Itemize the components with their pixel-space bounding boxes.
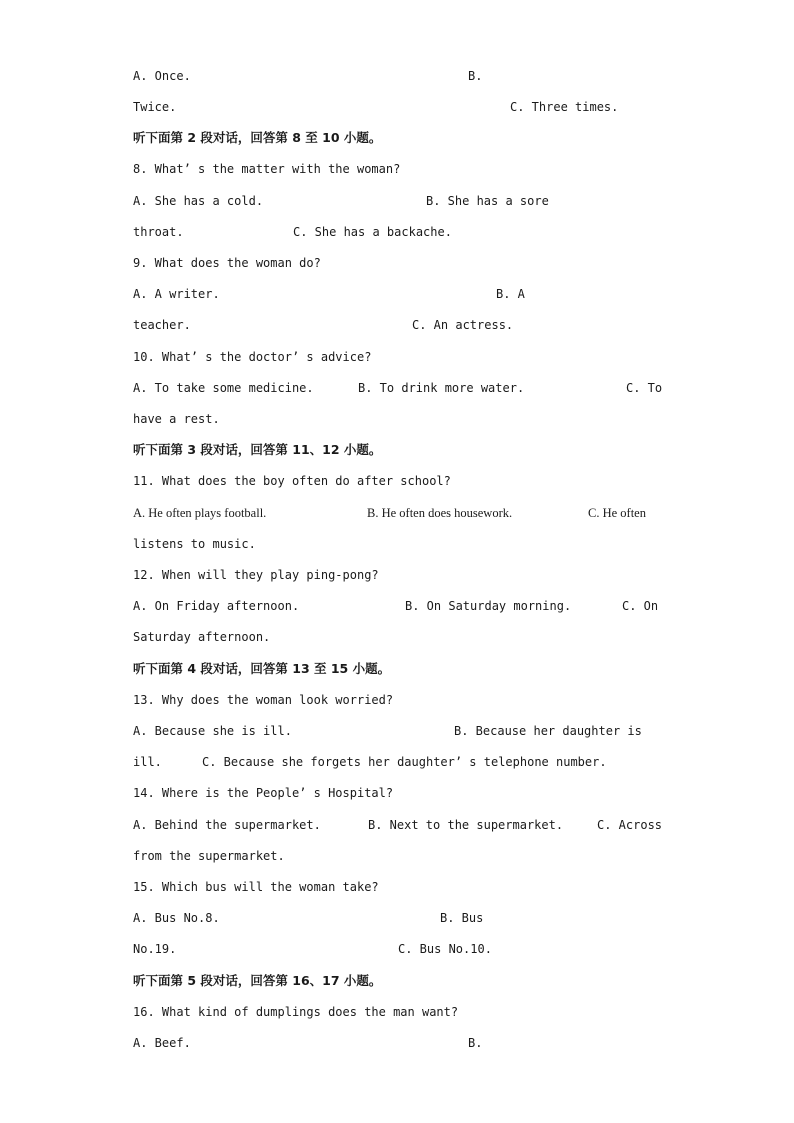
q12-option-c-cont: Saturday afternoon. bbox=[133, 630, 271, 644]
q11-question bbox=[133, 471, 673, 491]
q15-option-c: C. Bus No.10. bbox=[398, 942, 492, 956]
q13-option-a: A. Because she is ill. bbox=[133, 724, 292, 738]
q12-question bbox=[133, 565, 673, 585]
q7-options-line-1 bbox=[133, 66, 673, 86]
q14-question bbox=[133, 783, 673, 803]
q10-question bbox=[133, 347, 673, 367]
q8-option-a: A. She has a cold. bbox=[133, 194, 264, 208]
q10-option-b: B. To drink more water. bbox=[358, 381, 525, 395]
q9-option-c: C. An actress. bbox=[412, 318, 514, 332]
q14-options-line-2 bbox=[133, 846, 673, 866]
q12-option-b: B. On Saturday morning. bbox=[405, 599, 572, 613]
q13-question bbox=[133, 690, 673, 710]
q8-option-b: B. She has a sore bbox=[426, 194, 549, 208]
q14-options-line-1 bbox=[133, 815, 673, 835]
q12-options-line-1 bbox=[133, 596, 673, 616]
q15-options-line-2 bbox=[133, 939, 673, 959]
q11-question-text: 11. What does the boy often do after school? bbox=[133, 474, 451, 488]
q9-option-a: A. A writer. bbox=[133, 287, 220, 301]
section-2-heading: 听下面第 2 段对话，回答第 8 至 10 小题。 bbox=[133, 130, 382, 145]
q16-question-text: 16. What kind of dumplings does the man want? bbox=[133, 1005, 459, 1019]
q15-option-b-cont: No.19. bbox=[133, 942, 177, 956]
q10-option-c: C. To bbox=[626, 381, 663, 395]
q15-option-b: B. Bus bbox=[440, 911, 484, 925]
q9-options-line-1 bbox=[133, 284, 673, 304]
q7-options-line-2 bbox=[133, 97, 673, 117]
q14-option-b: B. Next to the supermarket. bbox=[368, 818, 564, 832]
q13-option-b-cont: ill. bbox=[133, 755, 162, 769]
q16-options-line-1 bbox=[133, 1033, 673, 1053]
q12-question-text: 12. When will they play ping-pong? bbox=[133, 568, 379, 582]
q9-question-text: 9. What does the woman do? bbox=[133, 256, 321, 270]
section-4-heading: 听下面第 4 段对话，回答第 13 至 15 小题。 bbox=[133, 661, 391, 676]
q8-question-text: 8. What’ s the matter with the woman? bbox=[133, 162, 401, 176]
q7-option-a: A. Once. bbox=[133, 69, 191, 83]
q8-question bbox=[133, 159, 673, 179]
q11-option-c: C. He often bbox=[588, 506, 646, 520]
q9-option-b: B. A bbox=[496, 287, 525, 301]
q11-option-c-cont: listens to music. bbox=[133, 537, 256, 551]
q13-question-text: 13. Why does the woman look worried? bbox=[133, 693, 394, 707]
q9-question bbox=[133, 253, 673, 273]
q14-option-a: A. Behind the supermarket. bbox=[133, 818, 321, 832]
q10-options-line-1 bbox=[133, 378, 673, 398]
q9-option-b-cont: teacher. bbox=[133, 318, 191, 332]
q13-option-b: B. Because her daughter is bbox=[454, 724, 642, 738]
q7-option-b-cont: Twice. bbox=[133, 100, 177, 114]
q16-question bbox=[133, 1002, 673, 1022]
q11-options-line-1 bbox=[133, 503, 673, 523]
q15-option-a: A. Bus No.8. bbox=[133, 911, 220, 925]
q14-option-c-cont: from the supermarket. bbox=[133, 849, 285, 863]
q10-question-text: 10. What’ s the doctor’ s advice? bbox=[133, 350, 372, 364]
q16-option-a: A. Beef. bbox=[133, 1036, 191, 1050]
q10-option-c-cont: have a rest. bbox=[133, 412, 220, 426]
q10-option-a: A. To take some medicine. bbox=[133, 381, 314, 395]
q8-options-line-2 bbox=[133, 222, 673, 242]
q15-question-text: 15. Which bus will the woman take? bbox=[133, 880, 379, 894]
q16-option-b: B. bbox=[468, 1036, 483, 1050]
section-5-heading: 听下面第 5 段对话，回答第 16、17 小题。 bbox=[133, 973, 382, 988]
q14-option-c: C. Across bbox=[597, 818, 663, 832]
q7-option-c: C. Three times. bbox=[510, 100, 619, 114]
q11-option-b: B. He often does housework. bbox=[367, 506, 513, 520]
q13-option-c: C. Because she forgets her daughter’ s telephone number. bbox=[202, 755, 607, 769]
q15-question bbox=[133, 877, 673, 897]
q13-options-line-1 bbox=[133, 721, 673, 741]
q12-option-a: A. On Friday afternoon. bbox=[133, 599, 300, 613]
q12-options-line-2 bbox=[133, 627, 673, 647]
q13-options-line-2 bbox=[133, 752, 673, 772]
q10-options-line-2 bbox=[133, 409, 673, 429]
q8-option-b-cont: throat. bbox=[133, 225, 184, 239]
q11-option-a: A. He often plays football. bbox=[133, 506, 267, 520]
q11-options-line-2 bbox=[133, 534, 673, 554]
q14-question-text: 14. Where is the People’ s Hospital? bbox=[133, 786, 394, 800]
q8-option-c: C. She has a backache. bbox=[293, 225, 452, 239]
q12-option-c: C. On bbox=[622, 599, 659, 613]
section-3-heading: 听下面第 3 段对话，回答第 11、12 小题。 bbox=[133, 442, 382, 457]
q9-options-line-2 bbox=[133, 315, 673, 335]
q7-option-b: B. bbox=[468, 69, 483, 83]
q15-options-line-1 bbox=[133, 908, 673, 928]
q8-options-line-1 bbox=[133, 191, 673, 211]
